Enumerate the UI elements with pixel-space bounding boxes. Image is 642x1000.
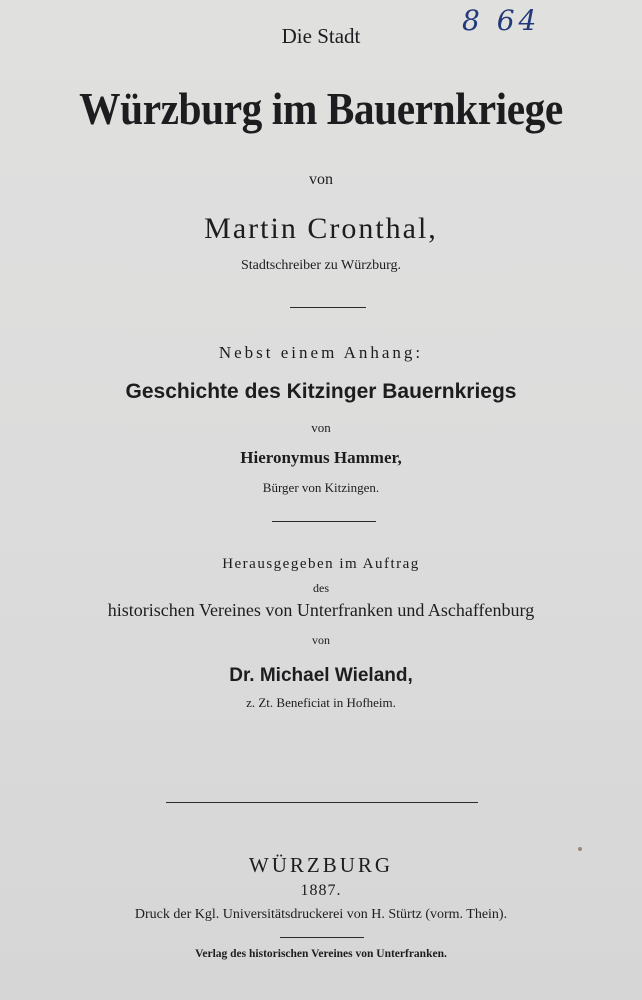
by-label-2: von: [311, 420, 331, 435]
des-label: des: [313, 581, 329, 595]
printer-line: Druck der Kgl. Universitätsdruckerei von H. Stürtz (vorm. Thein).: [134, 907, 508, 922]
publisher-line: Verlag des historischen Vereines von Unterfranken.: [195, 948, 447, 960]
divider-2: [272, 521, 376, 522]
appendix-author-role: Bürger von Kitzingen.: [262, 480, 380, 495]
editor-name: Dr. Michael Wieland,: [229, 665, 413, 686]
divider-1: [290, 307, 366, 308]
appendix-title: Geschichte des Kitzinger Bauernkriegs: [125, 380, 517, 403]
handwritten-shelfmark: 8 64: [462, 4, 541, 37]
editor-role: z. Zt. Beneficiat in Hofheim.: [246, 695, 396, 710]
by-label-1: von: [309, 171, 333, 188]
divider-4: [280, 937, 364, 938]
imprint-place: WÜRZBURG: [248, 853, 394, 877]
imprint-year: 1887.: [300, 882, 342, 899]
by-label-3: von: [312, 633, 330, 647]
book-title: Würzburg im Bauernkriege: [79, 83, 563, 134]
author-role: Stadtschreiber zu Würzburg.: [240, 258, 402, 273]
divider-3: [166, 802, 478, 803]
appendix-intro: Nebst einem Anhang:: [218, 343, 424, 362]
editor-intro: Herausgegeben im Auftrag: [222, 556, 420, 572]
paper-speck: [578, 847, 582, 851]
society-name: historischen Vereines von Unterfranken und Aschaffenburg: [107, 600, 535, 620]
author-name: Martin Cronthal,: [204, 212, 438, 245]
pretitle: Die Stadt: [281, 24, 361, 48]
appendix-author: Hieronymus Hammer,: [240, 448, 402, 467]
